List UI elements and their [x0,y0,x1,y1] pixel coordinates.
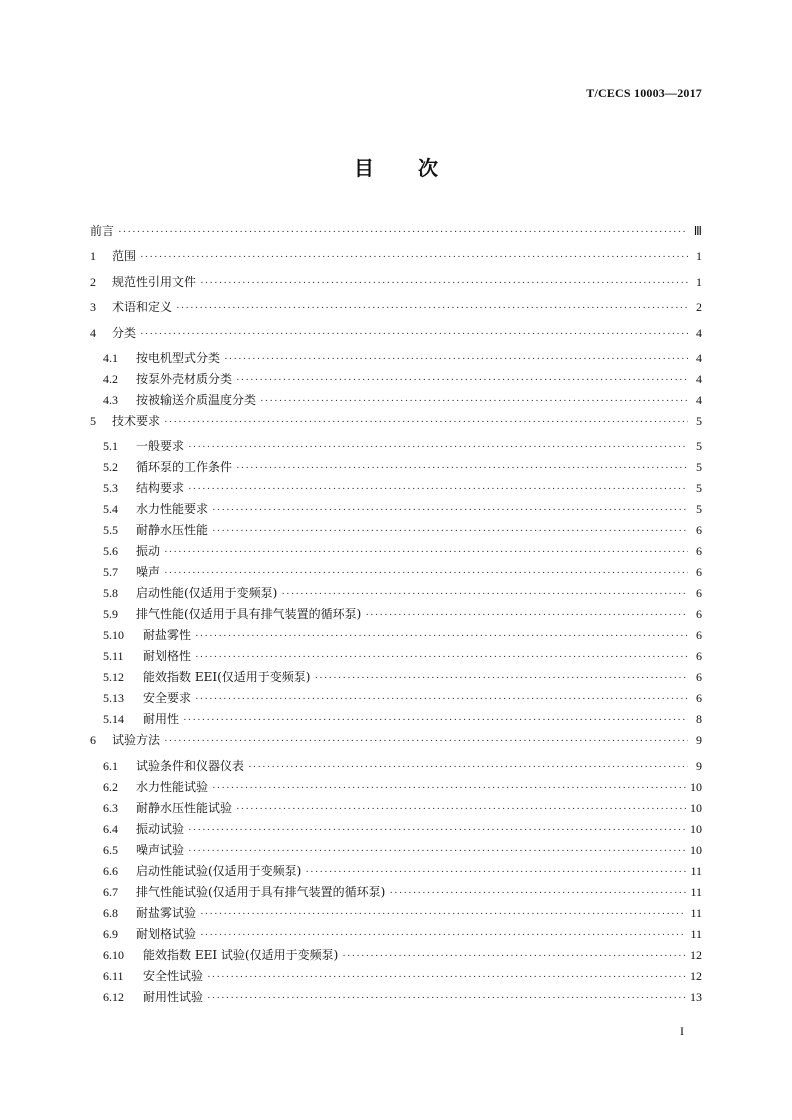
toc-entry[interactable] [90,222,702,247]
toc-entry-label: 耐用性 [143,712,180,727]
toc-leader-dots [200,277,688,289]
toc-entry[interactable] [90,324,702,349]
toc-leader-dots [188,845,686,857]
toc-entry[interactable] [90,925,702,946]
toc-entry-number: 5.5 [103,523,118,538]
toc-leader-dots [365,609,688,621]
toc-entry[interactable] [90,298,702,323]
toc-leader-dots [118,226,688,238]
toc-entry[interactable] [90,668,702,689]
toc-entry[interactable] [90,946,702,967]
toc-entry[interactable] [90,731,702,756]
toc-entry-page: 12 [690,968,702,983]
toc-entry-page: 6 [696,607,702,622]
toc-entry[interactable] [90,500,702,521]
toc-entry-number: 5.7 [103,565,118,580]
toc-entry[interactable] [90,647,702,668]
toc-leader-dots [164,735,688,747]
toc-entry-label: 范围 [112,249,137,264]
toc-entry-label: 按被输送介质温度分类 [136,392,257,407]
toc-entry[interactable] [90,841,702,862]
toc-leader-dots [260,395,688,407]
toc-entry-label: 耐划格性 [143,649,192,664]
toc-entry-number: 5.4 [103,502,118,517]
toc-entry[interactable] [90,458,702,479]
toc-entry[interactable] [90,437,702,458]
toc-entry-page: 5 [696,460,702,475]
toc-leader-dots [305,866,686,878]
toc-entry-label: 噪声试验 [136,842,185,857]
toc-entry-page: 13 [690,989,702,1004]
toc-entry-number: 5.12 [103,670,124,685]
toc-entry[interactable] [90,799,702,820]
toc-entry-number: 6.9 [103,926,118,941]
toc-leader-dots [195,693,688,705]
toc-entry-page: 11 [690,863,702,878]
toc-entry-label: 技术要求 [112,413,161,428]
page-title-part1: 目 [354,156,374,180]
toc-entry-label: 循环泵的工作条件 [136,460,233,475]
toc-entry-number: 2 [90,274,96,289]
toc-entry[interactable] [90,584,702,605]
toc-leader-dots [212,504,688,516]
toc-leader-dots [200,929,686,941]
toc-leader-dots [314,672,688,684]
toc-entry-page: 5 [696,413,702,428]
toc-leader-dots [236,462,688,474]
toc-entry-number: 6.7 [103,884,118,899]
toc-entry-number: 4.1 [103,350,118,365]
toc-entry-page: 10 [690,800,702,815]
toc-entry-label: 启动性能(仅适用于变频泵) [136,586,278,601]
toc-entry-number: 6.5 [103,842,118,857]
toc-entry-label: 耐用性试验 [143,989,204,1004]
toc-entry-number: 5.6 [103,544,118,559]
toc-leader-dots [188,483,688,495]
toc-entry-number: 6.11 [103,968,124,983]
toc-entry-page: 6 [696,523,702,538]
toc-entry-label: 按泵外壳材质分类 [136,371,233,386]
toc-entry[interactable] [90,542,702,563]
toc-entry-page: 1 [696,274,702,289]
toc-entry-number: 6.1 [103,758,118,773]
toc-entry[interactable] [90,412,702,437]
toc-entry-page: 5 [696,481,702,496]
toc-entry-number: 5.1 [103,439,118,454]
toc-entry[interactable] [90,689,702,710]
toc-entry-number: 6 [90,733,96,748]
toc-entry-number: 6.12 [103,989,124,1004]
toc-entry-page: 6 [696,649,702,664]
toc-entry-label: 结构要求 [136,481,185,496]
toc-leader-dots [389,887,686,899]
toc-entry[interactable] [90,349,702,370]
toc-entry-label: 耐静水压性能试验 [136,800,233,815]
toc-entry-page: 4 [696,325,702,340]
toc-entry[interactable] [90,778,702,799]
toc-leader-dots [207,971,686,983]
toc-leader-dots [140,328,688,340]
document-code: T/CECS 10003—2017 [586,86,702,100]
toc-entry-label: 试验条件和仪器仪表 [136,758,245,773]
toc-entry[interactable] [90,605,702,626]
toc-entry-page: 4 [696,350,702,365]
toc-entry-number: 6.3 [103,800,118,815]
toc-entry-page: 5 [696,502,702,517]
toc-entry[interactable] [90,988,702,1009]
toc-leader-dots [140,251,688,263]
toc-entry-label: 一般要求 [136,439,185,454]
toc-entry-label: 分类 [112,325,137,340]
toc-entry-page: 6 [696,565,702,580]
toc-entry[interactable] [90,247,702,272]
toc-entry-number: 5.8 [103,586,118,601]
toc-entry-number: 6.8 [103,905,118,920]
toc-entry-label: 安全性试验 [143,968,204,983]
toc-entry-page: 6 [696,628,702,643]
toc-leader-dots [236,803,686,815]
toc-entry-label: 规范性引用文件 [112,274,197,289]
toc-entry-number: 5.10 [103,628,124,643]
toc-entry[interactable] [90,904,702,925]
toc-entry-label: 前言 [90,224,115,238]
toc-leader-dots [164,546,688,558]
toc-entry[interactable] [90,757,702,778]
toc-leader-dots [207,992,686,1004]
toc-entry[interactable] [90,862,702,883]
toc-leader-dots [188,824,686,836]
toc-leader-dots [176,302,688,314]
toc-entry-label: 振动试验 [136,821,185,836]
toc-entry[interactable] [90,370,702,391]
toc-entry-page: 9 [696,758,702,773]
toc-entry-label: 排气性能(仅适用于具有排气装置的循环泵) [136,607,362,622]
toc-entry-number: 6.2 [103,779,118,794]
toc-entry[interactable] [90,479,702,500]
toc-entry-number: 5.14 [103,712,124,727]
toc-leader-dots [164,416,688,428]
toc-leader-dots [195,630,688,642]
toc-entry-page: 11 [690,884,702,899]
toc-entry-page: 10 [690,842,702,857]
toc-entry-page: 11 [690,926,702,941]
toc-entry-label: 耐静水压性能 [136,523,209,538]
toc-entry-page: 6 [696,691,702,706]
toc-entry-number: 6.4 [103,821,118,836]
toc-entry-label: 能效指数 EEI 试验(仅适用于变频泵) [143,947,339,962]
toc-entry-number: 3 [90,300,96,315]
toc-entry-page: 9 [696,733,702,748]
page-title [0,152,792,181]
toc-entry[interactable] [90,883,702,904]
toc-entry[interactable] [90,626,702,647]
toc-entry-number: 5.3 [103,481,118,496]
toc-entry-number: 4 [90,325,96,340]
toc-entry-label: 噪声 [136,565,161,580]
toc-leader-dots [236,374,688,386]
toc-entry[interactable] [90,820,702,841]
toc-entry-page: 10 [690,821,702,836]
toc-entry-number: 1 [90,249,96,264]
toc-entry[interactable] [90,563,702,584]
toc-entry-page: 4 [696,392,702,407]
toc-entry-label: 启动性能试验(仅适用于变频泵) [136,863,302,878]
table-of-contents [90,222,702,1009]
toc-entry-number: 5 [90,413,96,428]
toc-entry-label: 耐划格试验 [136,926,197,941]
toc-entry-number: 4.2 [103,371,118,386]
toc-entry[interactable] [90,273,702,298]
toc-entry-label: 振动 [136,544,161,559]
toc-leader-dots [183,714,688,726]
toc-entry-page: 11 [690,905,702,920]
toc-leader-dots [248,761,688,773]
toc-leader-dots [195,651,688,663]
toc-entry-number: 4.3 [103,392,118,407]
toc-entry[interactable] [90,710,702,731]
toc-entry[interactable] [90,967,702,988]
toc-leader-dots [200,908,686,920]
toc-entry[interactable] [90,521,702,542]
toc-leader-dots [212,782,686,794]
toc-entry-page: 5 [696,439,702,454]
toc-leader-dots [212,525,688,537]
toc-entry-number: 5.2 [103,460,118,475]
toc-entry-number: 5.9 [103,607,118,622]
toc-entry-number: 5.13 [103,691,124,706]
toc-entry-page: 6 [696,544,702,559]
toc-entry[interactable] [90,391,702,412]
toc-entry-label: 耐盐雾试验 [136,905,197,920]
toc-leader-dots [188,441,688,453]
toc-entry-page: 2 [696,300,702,315]
toc-entry-page: 10 [690,779,702,794]
page-title-part2: 次 [418,156,438,180]
toc-entry-label: 能效指数 EEI(仅适用于变频泵) [143,670,311,685]
toc-leader-dots [164,567,688,579]
toc-entry-page: 12 [690,947,702,962]
toc-entry-number: 6.10 [103,947,124,962]
toc-entry-label: 试验方法 [112,733,161,748]
toc-entry-page: 6 [696,670,702,685]
toc-entry-number: 6.6 [103,863,118,878]
toc-entry-number: 5.11 [103,649,124,664]
toc-entry-label: 水力性能要求 [136,502,209,517]
toc-entry-page: Ⅲ [693,224,702,238]
toc-entry-page: 6 [696,586,702,601]
toc-entry-label: 水力性能试验 [136,779,209,794]
toc-leader-dots [342,950,686,962]
toc-leader-dots [281,588,688,600]
toc-entry-page: 1 [696,249,702,264]
toc-leader-dots [224,353,688,365]
toc-entry-page: 8 [696,712,702,727]
toc-entry-label: 安全要求 [143,691,192,706]
toc-entry-label: 排气性能试验(仅适用于具有排气装置的循环泵) [136,884,386,899]
toc-entry-label: 耐盐雾性 [143,628,192,643]
page-number: I [680,1024,684,1038]
toc-entry-page: 4 [696,371,702,386]
toc-entry-label: 按电机型式分类 [136,350,221,365]
toc-entry-label: 术语和定义 [112,300,173,315]
